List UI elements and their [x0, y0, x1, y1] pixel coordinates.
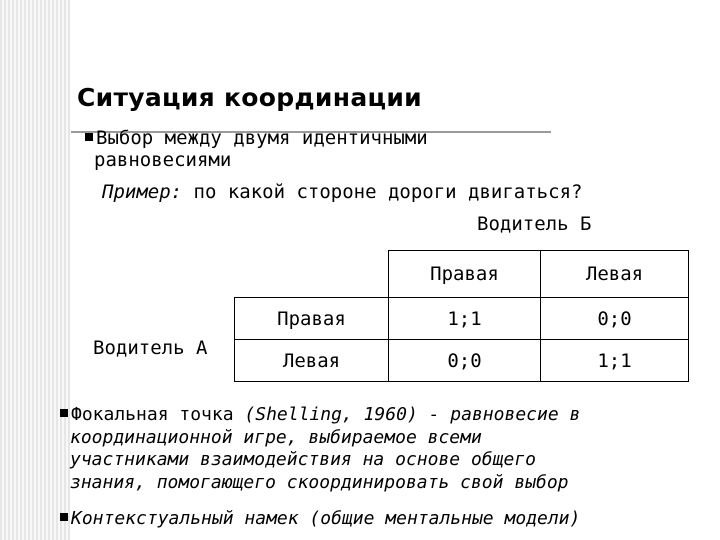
example-line — [102, 182, 582, 203]
context-hint-text: Контекстуальный намек (общие ментальные модели) — [71, 508, 581, 529]
row-header-right: Правая — [235, 298, 389, 340]
bullet-choice-line1 — [85, 128, 428, 149]
focal-line2: координационной игре, выбираемое всеми — [70, 426, 482, 448]
bullet-square-icon — [60, 513, 68, 521]
payoff-cell: 0;0 — [389, 340, 541, 382]
focal-line4: знания, помогающего скоординировать свой выбор — [70, 471, 569, 493]
matrix-corner — [235, 251, 389, 298]
payoff-matrix — [234, 250, 689, 382]
payoff-cell: 1;1 — [389, 298, 541, 340]
focal-term: Фокальная точка — [71, 404, 245, 425]
column-player-label: Водитель Б — [477, 213, 592, 235]
focal-line1 — [60, 404, 580, 427]
row-header-left: Левая — [235, 340, 389, 382]
payoff-cell: 1;1 — [541, 340, 689, 382]
col-header-right: Правая — [389, 251, 541, 298]
focal-line3: участниками взаимодействия на основе общего — [70, 449, 536, 470]
context-hint-line — [60, 508, 580, 530]
payoff-cell: 0;0 — [541, 298, 689, 340]
bullet-square-icon — [60, 409, 68, 417]
bullet-choice-text1: Выбор между двумя идентичными — [96, 127, 428, 149]
focal-point-definition — [60, 404, 580, 494]
example-text: по какой стороне дороги двигаться? — [182, 181, 583, 203]
bullet-choice-line2: равновесиями — [94, 149, 232, 171]
bullet-square-icon — [85, 133, 93, 141]
slide-title: Ситуация координации — [77, 83, 422, 112]
row-player-label: Водитель А — [93, 337, 208, 359]
col-header-left: Левая — [541, 251, 689, 298]
example-label: Пример: — [102, 181, 183, 203]
focal-line1-rest: (Shelling, 1960) - равновесие в — [244, 404, 581, 425]
